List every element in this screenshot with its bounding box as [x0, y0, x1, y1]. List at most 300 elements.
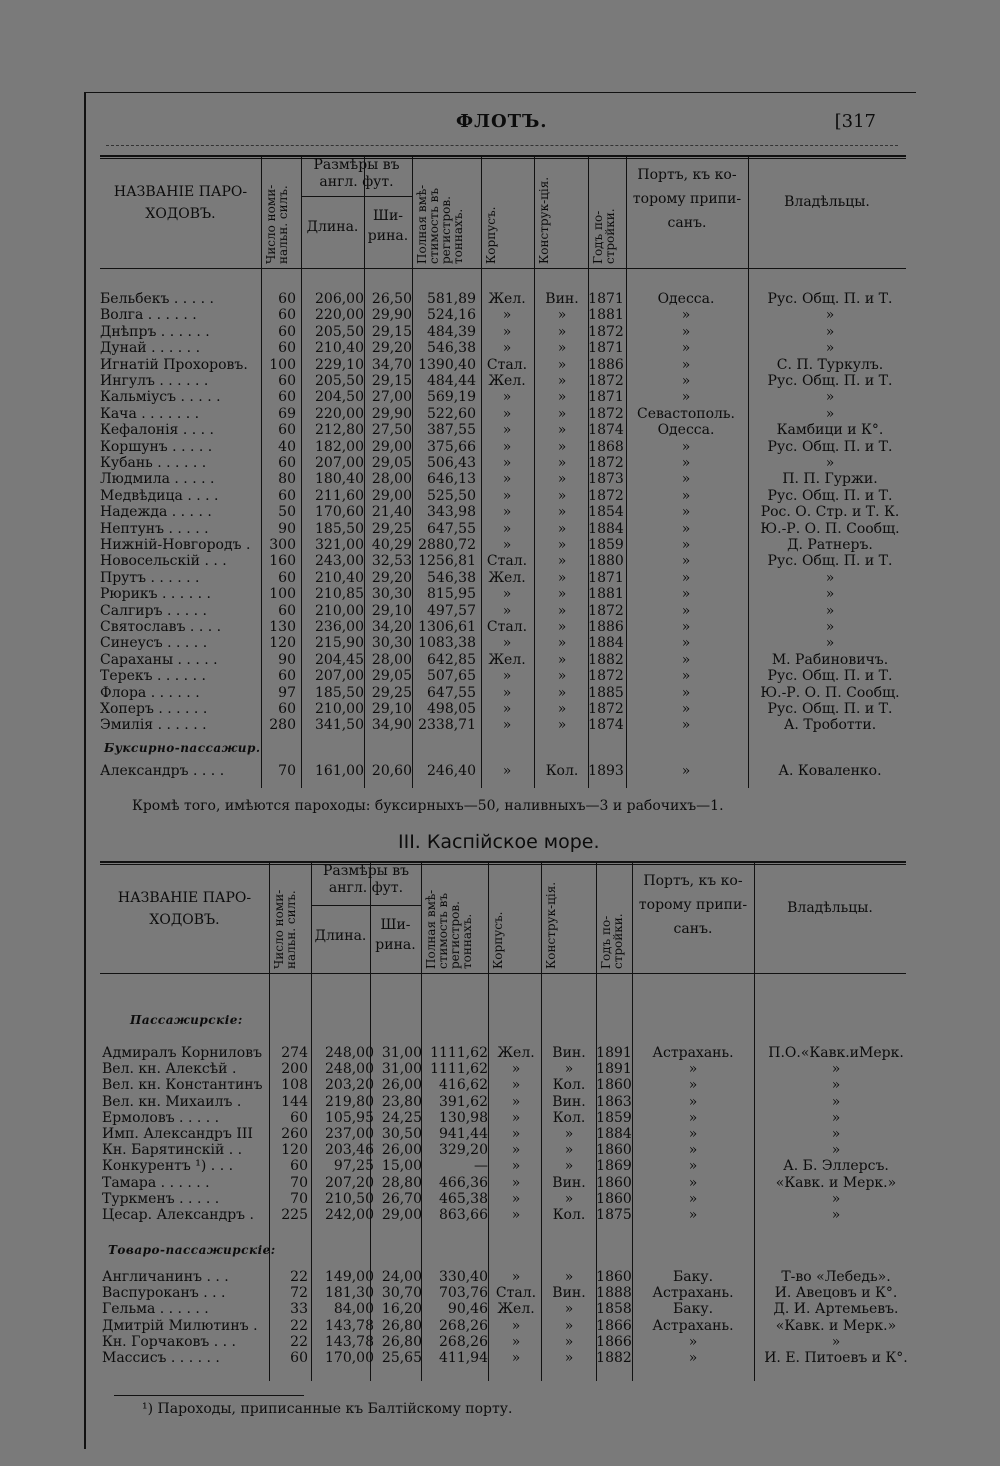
cell-cons: » [564, 1158, 574, 1175]
cell-wid: 29,00 [371, 487, 412, 504]
column-header-name: НАЗВАНIЕ ПАРО-ХОДОВЪ. [117, 890, 252, 928]
cell-ton: 524,16 [427, 307, 476, 324]
cell-len: 207,00 [315, 668, 364, 685]
cell-ton: 1083,38 [418, 635, 476, 652]
table-row [86, 504, 916, 520]
cell-hp: 225 [281, 1207, 308, 1223]
cell-hp: 60 [278, 373, 296, 389]
cell-name: Кальміусъ . . . . . [100, 389, 221, 406]
page-number: [317 [834, 111, 876, 132]
column-header-owners: Владѣльцы. [787, 900, 873, 916]
table-row [86, 1142, 916, 1158]
cell-own: » [825, 602, 835, 619]
cell-hull: Жел. [488, 651, 526, 668]
table-row [86, 619, 916, 635]
cell-len: 182,00 [315, 438, 364, 455]
cell-name: Сараханы . . . . . [100, 651, 218, 668]
cell-len: 170,00 [325, 1350, 374, 1366]
cell-name: Людмила . . . . . [100, 471, 215, 488]
table-row [86, 1126, 916, 1142]
cell-len: 143,78 [325, 1317, 374, 1334]
cell-len: 149,00 [325, 1269, 374, 1285]
cell-own: » [825, 389, 835, 406]
cell-wid: 32,53 [371, 553, 412, 570]
column-header-width: Ши-рина. [375, 917, 416, 953]
cell-ton: 525,50 [427, 487, 476, 504]
note-extra-vessels: Кромѣ того, имѣются пароходы: буксирныхъ—50, наливныхъ—3 и рабочихъ—1. [132, 798, 724, 814]
cell-wid: 29,15 [371, 373, 412, 389]
cell-cons: » [557, 405, 567, 422]
cell-own: » [831, 1142, 841, 1159]
cell-port: » [681, 763, 691, 779]
cell-wid: 29,20 [371, 340, 412, 357]
cell-ton: 941,44 [439, 1126, 488, 1142]
cell-hull: » [511, 1333, 521, 1350]
cell-hp: 22 [290, 1269, 308, 1285]
cell-hull: » [502, 323, 512, 340]
header-top-rule [100, 861, 906, 863]
cell-hp: 90 [278, 651, 296, 668]
column-header-length: Длина. [306, 219, 359, 235]
cell-name: Терекъ . . . . . . [100, 668, 206, 685]
cell-hp: 70 [290, 1190, 308, 1207]
cell-port: » [681, 389, 691, 406]
cell-port: » [688, 1109, 698, 1126]
cell-ton: 863,66 [439, 1207, 488, 1223]
cell-cons: » [557, 651, 567, 668]
cell-len: 236,00 [315, 619, 364, 635]
cell-name: Кн. Барятинскій . . [102, 1142, 243, 1159]
cell-name: Кн. Горчаковъ . . . [102, 1333, 236, 1350]
cell-cons: Вин. [545, 291, 579, 307]
column-header-year: Годъ по-стройки. [599, 913, 625, 969]
cell-wid: 26,70 [381, 1190, 422, 1207]
cell-year: 1858 [596, 1301, 632, 1318]
table-row [86, 1350, 916, 1366]
header-rule [106, 145, 898, 146]
cell-cons: Вин. [552, 1174, 586, 1191]
cell-ton: 546,38 [427, 569, 476, 586]
cell-cons: Кол. [545, 763, 579, 779]
cell-hull: » [502, 455, 512, 471]
table-row [86, 357, 916, 373]
cell-cons: » [557, 553, 567, 570]
cell-name: Вел. кн. Михаилъ . [102, 1093, 242, 1110]
cell-cons: » [564, 1333, 574, 1350]
cell-cons: » [557, 520, 567, 537]
cell-hp: 120 [281, 1142, 308, 1159]
subheading-cargo-passenger: Товаро-пассажирскіе: [108, 1243, 276, 1257]
cell-ton: 466,36 [439, 1174, 488, 1191]
cell-ton: 1111,62 [430, 1061, 488, 1078]
cell-hull: » [502, 701, 512, 717]
cell-cons: » [557, 619, 567, 635]
cell-wid: 29,10 [371, 602, 412, 619]
cell-ton: 581,89 [427, 291, 476, 307]
cell-len: 210,40 [315, 569, 364, 586]
cell-ton: 391,62 [439, 1093, 488, 1110]
cell-wid: 29,15 [371, 323, 412, 340]
cell-hp: 50 [278, 504, 296, 521]
cell-hp: 60 [278, 340, 296, 357]
cell-own: М. Рабиновичъ. [771, 651, 889, 668]
cell-wid: 28,00 [371, 651, 412, 668]
cell-year: 1860 [596, 1190, 632, 1207]
table-row [86, 291, 916, 307]
cell-wid: 40,29 [371, 537, 412, 553]
cell-len: 185,50 [315, 520, 364, 537]
cell-year: 1874 [588, 717, 624, 734]
table-row [86, 553, 916, 569]
cell-year: 1880 [588, 553, 624, 570]
cell-name: Нептунъ . . . . . [100, 520, 209, 537]
cell-hp: 60 [290, 1109, 308, 1126]
cell-ton: 1256,81 [418, 553, 476, 570]
cell-hull: » [502, 504, 512, 521]
cell-hull: Стал. [495, 1285, 537, 1302]
cell-year: 1869 [596, 1158, 632, 1175]
cell-hull: » [511, 1350, 521, 1366]
cell-wid: 30,30 [371, 635, 412, 652]
cell-hp: 60 [290, 1158, 308, 1175]
cell-len: 84,00 [333, 1301, 374, 1318]
cell-hull: » [511, 1142, 521, 1159]
cell-own: » [825, 455, 835, 471]
header-top-rule-thin [100, 158, 906, 159]
cell-hp: 200 [281, 1061, 308, 1078]
cell-len: 211,60 [315, 487, 364, 504]
footnote-rule [114, 1395, 304, 1396]
cell-hull: » [502, 307, 512, 324]
cell-hp: 300 [269, 537, 296, 553]
table-row [86, 340, 916, 356]
cell-ton: 330,40 [439, 1269, 488, 1285]
cell-year: 1891 [596, 1061, 632, 1078]
column-header-construction: Конструк-ція. [537, 176, 551, 264]
cell-wid: 29,05 [371, 455, 412, 471]
cell-hull: » [502, 340, 512, 357]
cell-ton: 268,26 [439, 1333, 488, 1350]
cell-name: Днѣпръ . . . . . . [100, 323, 210, 340]
table-row [86, 537, 916, 553]
cell-hull: » [511, 1174, 521, 1191]
cell-cons: » [564, 1126, 574, 1142]
cell-own: Ю.-Р. О. П. Сообщ. [760, 520, 900, 537]
cell-name: Дмитрій Милютинъ . [102, 1317, 258, 1334]
cell-name: Прутъ . . . . . . [100, 569, 200, 586]
cell-year: 1859 [588, 537, 624, 553]
cell-cons: » [557, 471, 567, 488]
cell-hull: » [502, 635, 512, 652]
cell-port: » [681, 520, 691, 537]
cell-hp: 130 [269, 619, 296, 635]
cell-own: «Кавк. и Мерк.» [775, 1317, 897, 1334]
column-header-name: НАЗВАНIЕ ПАРО-ХОДОВЪ. [113, 184, 248, 222]
cell-year: 1871 [588, 389, 624, 406]
cell-ton: 329,20 [439, 1142, 488, 1159]
cell-wid: 27,00 [371, 389, 412, 406]
cell-hp: 60 [278, 389, 296, 406]
cell-ton: 546,38 [427, 340, 476, 357]
cell-cons: Вин. [552, 1093, 586, 1110]
cell-name: Александръ . . . . [100, 763, 225, 779]
table-row [86, 1045, 916, 1061]
cell-hp: 120 [269, 635, 296, 652]
table-row [86, 570, 916, 586]
table-row [86, 1094, 916, 1110]
cell-own: » [831, 1190, 841, 1207]
cell-cons: » [557, 455, 567, 471]
column-header-year: Годъ по-стройки. [591, 208, 617, 264]
cell-hp: 22 [290, 1317, 308, 1334]
cell-ton: 130,98 [439, 1109, 488, 1126]
cell-wid: 29,05 [371, 668, 412, 685]
cell-own: И. Авецовъ и К°. [774, 1285, 898, 1302]
cell-year: 1875 [596, 1207, 632, 1223]
cell-cons: » [564, 1317, 574, 1334]
cell-name: Вел. кн. Алексѣй . [102, 1061, 237, 1078]
table-row [86, 521, 916, 537]
section-heading: III. Каспійское море. [398, 831, 600, 853]
cell-ton: 375,66 [427, 438, 476, 455]
cell-hull: » [502, 717, 512, 734]
cell-own: » [831, 1333, 841, 1350]
cell-ton: 506,43 [427, 455, 476, 471]
cell-cons: Вин. [552, 1285, 586, 1302]
cell-hp: 60 [278, 422, 296, 439]
cell-port: Баку. [672, 1269, 714, 1285]
cell-own: Т-во «Лебедь». [781, 1269, 891, 1285]
header-top-rule [100, 155, 906, 157]
cell-port: » [681, 701, 691, 717]
cell-hull: Жел. [497, 1301, 535, 1318]
cell-year: 1873 [588, 471, 624, 488]
cell-len: 161,00 [315, 763, 364, 779]
cell-hull: » [511, 1317, 521, 1334]
cell-port: » [681, 684, 691, 701]
cell-port: » [681, 602, 691, 619]
cell-cons: Кол. [552, 1077, 586, 1094]
cell-port: » [681, 651, 691, 668]
cell-len: 210,85 [315, 586, 364, 603]
cell-hp: 80 [278, 471, 296, 488]
cell-port: » [688, 1158, 698, 1175]
table-row [86, 455, 916, 471]
cell-len: 203,46 [325, 1142, 374, 1159]
cell-year: 1863 [596, 1093, 632, 1110]
cell-cons: » [557, 438, 567, 455]
cell-hp: 72 [290, 1285, 308, 1302]
cell-port: » [688, 1077, 698, 1094]
cell-port: » [681, 323, 691, 340]
dims-subrule [301, 196, 412, 197]
table-row [86, 389, 916, 405]
cell-hull: » [511, 1126, 521, 1142]
cell-name: Надежда . . . . . [100, 504, 212, 521]
table-row [86, 668, 916, 684]
cell-own: Рус. Общ. П. и Т. [767, 701, 893, 717]
subheading-tug-passenger: Буксирно-пассажир. [104, 741, 261, 755]
column-header-hp: Число номи-нальн. силъ. [272, 889, 298, 969]
cell-wid: 26,80 [381, 1333, 422, 1350]
cell-hp: 70 [278, 763, 296, 779]
table-row [86, 1318, 916, 1334]
cell-own: » [825, 586, 835, 603]
cell-port: Севастополь. [637, 405, 735, 422]
cell-own: » [825, 405, 835, 422]
cell-hull: Жел. [488, 291, 526, 307]
cell-hp: 60 [278, 455, 296, 471]
footnote: ¹) Пароходы, приписанные къ Балтійскому порту. [142, 1401, 513, 1417]
cell-port: » [681, 586, 691, 603]
cell-len: 180,40 [315, 471, 364, 488]
cell-cons: » [557, 504, 567, 521]
cell-name: Массисъ . . . . . . [102, 1350, 220, 1366]
cell-port: » [688, 1190, 698, 1207]
cell-own: «Кавк. и Мерк.» [775, 1174, 897, 1191]
cell-own: » [825, 569, 835, 586]
cell-hp: 33 [290, 1301, 308, 1318]
cell-year: 1871 [588, 340, 624, 357]
cell-len: 204,50 [315, 389, 364, 406]
cell-own: Рус. Общ. П. и Т. [767, 553, 893, 570]
table-row [86, 1077, 916, 1093]
header-bottom-rule [100, 268, 906, 269]
cell-name: Цесар. Александръ . [102, 1207, 254, 1223]
table-row [86, 307, 916, 323]
cell-name: Тамара . . . . . . [102, 1174, 210, 1191]
cell-len: 205,50 [315, 373, 364, 389]
cell-len: 212,80 [315, 422, 364, 439]
cell-wid: 23,80 [381, 1093, 422, 1110]
cell-port: » [681, 717, 691, 734]
cell-cons: Кол. [552, 1207, 586, 1223]
cell-port: » [688, 1174, 698, 1191]
cell-hp: 108 [281, 1077, 308, 1094]
cell-len: 210,00 [315, 602, 364, 619]
cell-port: » [688, 1142, 698, 1159]
cell-hull: » [511, 1061, 521, 1078]
cell-hull: » [511, 1207, 521, 1223]
cell-year: 1882 [588, 651, 624, 668]
cell-wid: 29,25 [371, 520, 412, 537]
cell-hp: 70 [290, 1174, 308, 1191]
cell-port: Астрахань. [652, 1045, 734, 1061]
cell-name: Кача . . . . . . . [100, 405, 200, 422]
cell-hp: 60 [278, 307, 296, 324]
cell-year: 1872 [588, 323, 624, 340]
page-title: ФЛОТЪ. [456, 111, 548, 132]
cell-port: » [681, 487, 691, 504]
cell-name: Хоперъ . . . . . . [100, 701, 208, 717]
cell-port: » [681, 553, 691, 570]
cell-year: 1872 [588, 405, 624, 422]
cell-len: 237,00 [325, 1126, 374, 1142]
cell-wid: 25,65 [381, 1350, 422, 1366]
cell-port: » [681, 635, 691, 652]
cell-len: 248,00 [325, 1045, 374, 1061]
cell-year: 1888 [596, 1285, 632, 1302]
cell-name: Волга . . . . . . [100, 307, 197, 324]
cell-hull: » [502, 405, 512, 422]
cell-wid: 24,25 [381, 1109, 422, 1126]
cell-ton: 2880,72 [418, 537, 476, 553]
cell-year: 1886 [588, 619, 624, 635]
cell-hull: » [511, 1190, 521, 1207]
cell-hp: 60 [278, 668, 296, 685]
cell-hull: » [511, 1158, 521, 1175]
cell-year: 1874 [588, 422, 624, 439]
cell-port: » [688, 1061, 698, 1078]
cell-name: Ермоловъ . . . . . [102, 1109, 220, 1126]
cell-name: Эмилія . . . . . . [100, 717, 207, 734]
cell-hp: 160 [269, 553, 296, 570]
cell-cons: » [564, 1350, 574, 1366]
cell-len: 105,95 [325, 1109, 374, 1126]
cell-own: » [831, 1207, 841, 1223]
table-row [86, 488, 916, 504]
cell-name: Вел. кн. Константинъ [102, 1077, 263, 1094]
cell-hull: » [511, 1077, 521, 1094]
cell-wid: 31,00 [381, 1061, 422, 1078]
cell-len: 181,30 [325, 1285, 374, 1302]
cell-hull: » [511, 1269, 521, 1285]
cell-ton: 815,95 [427, 586, 476, 603]
cell-own: Рус. Общ. П. и Т. [767, 668, 893, 685]
cell-cons: » [557, 717, 567, 734]
cell-ton: 2338,71 [418, 717, 476, 734]
subheading-passenger: Пассажирскіе: [130, 1013, 243, 1027]
cell-year: 1872 [588, 701, 624, 717]
table-row [86, 1175, 916, 1191]
cell-year: 1868 [588, 438, 624, 455]
book-page [84, 92, 916, 1449]
cell-ton: 484,39 [427, 323, 476, 340]
cell-port: » [688, 1093, 698, 1110]
column-header-width: Ши-рина. [367, 208, 409, 244]
cell-len: 203,20 [325, 1077, 374, 1094]
cell-ton: 246,40 [427, 763, 476, 779]
cell-wid: 29,90 [371, 307, 412, 324]
cell-len: 143,78 [325, 1333, 374, 1350]
cell-port: Баку. [672, 1301, 714, 1318]
cell-hull: » [502, 520, 512, 537]
cell-len: 210,00 [315, 701, 364, 717]
cell-own: » [831, 1061, 841, 1078]
cell-port: » [681, 340, 691, 357]
table-row [86, 603, 916, 619]
table-row [86, 471, 916, 487]
cell-port: » [681, 619, 691, 635]
cell-len: 185,50 [315, 684, 364, 701]
cell-year: 1854 [588, 504, 624, 521]
cell-year: 1882 [596, 1350, 632, 1366]
cell-name: Васпуроканъ . . . [102, 1285, 226, 1302]
cell-hull: » [502, 684, 512, 701]
table-row [86, 635, 916, 651]
cell-own: А. Б. Эллерсъ. [783, 1158, 889, 1175]
cell-wid: 26,00 [381, 1077, 422, 1094]
cell-ton: 522,60 [427, 405, 476, 422]
table-row [86, 1158, 916, 1174]
column-header-hp: Число номи-нальн. силъ. [264, 184, 290, 264]
cell-year: 1872 [588, 602, 624, 619]
cell-hp: 69 [278, 405, 296, 422]
column-header-port: Портъ, къ ко-торому припи-санъ. [638, 873, 748, 937]
cell-cons: » [557, 668, 567, 685]
cell-hull: » [502, 602, 512, 619]
cell-hp: 274 [281, 1045, 308, 1061]
